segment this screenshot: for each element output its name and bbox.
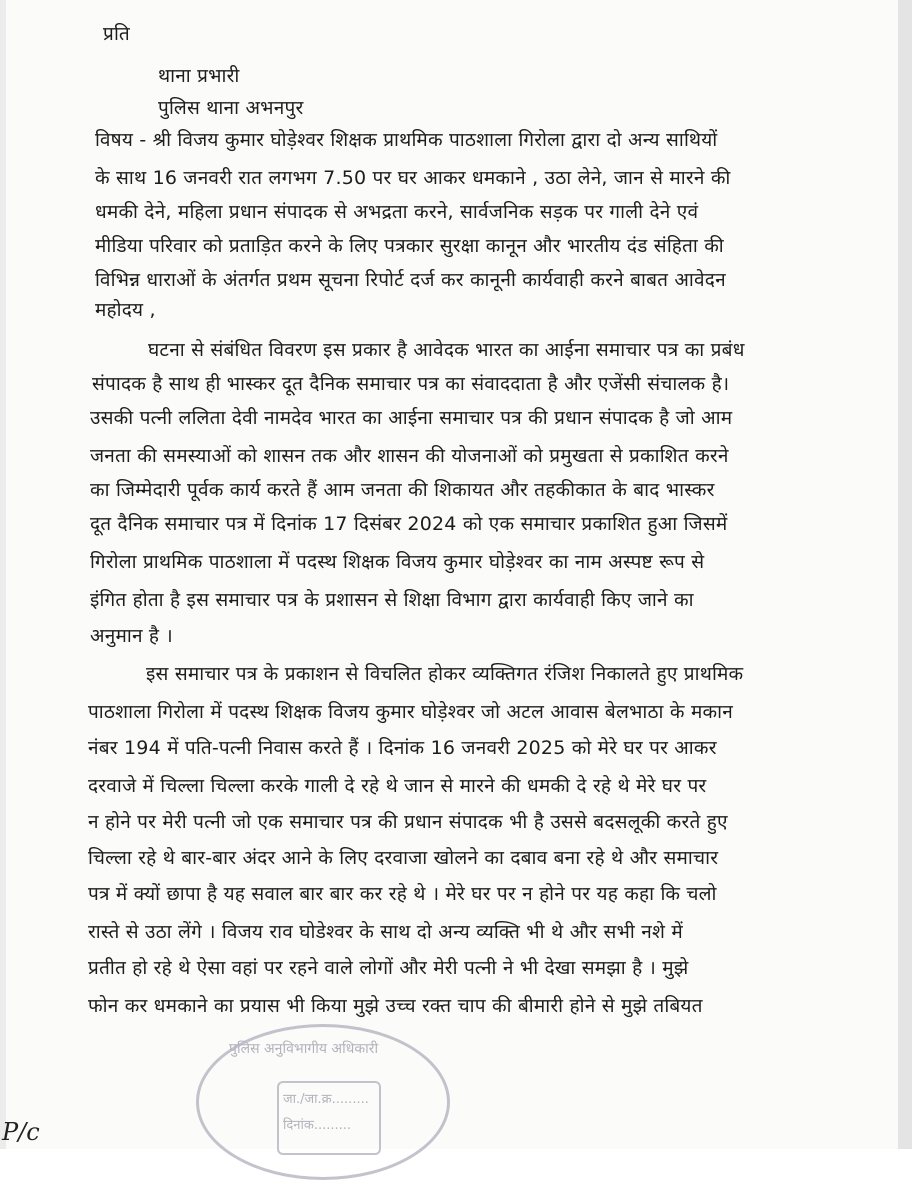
paragraph-1-line: अनुमान है ।: [90, 625, 173, 647]
paragraph-2-line: पाठशाला गिरोला में पदस्थ शिक्षक विजय कुमार घोड़ेश्वर जो अटल आवास बेलभाठा के मकान: [88, 701, 733, 723]
margin-note-pc: P/c: [2, 1118, 40, 1146]
paragraph-1-line: जनता की समस्याओं को शासन तक और शासन की योजनाओं को प्रमुखता से प्रकाशित करने: [90, 445, 729, 467]
paragraph-2-line: दरवाजे में चिल्ला चिल्ला करके गाली दे रहे थे जान से मारने की धमकी दे रहे थे मेरे घर पर: [88, 775, 707, 797]
paragraph-1-line: दूत दैनिक समाचार पत्र में दिनांक 17 दिसंबर 2024 को एक समाचार प्रकाशित हुआ जिसमें: [90, 513, 728, 535]
stamp-date-line: दिनांक.........: [283, 1118, 352, 1133]
subject-line: विभिन्न धाराओं के अंतर्गत प्रथम सूचना रिपोर्ट दर्ज कर कानूनी कार्यवाही करने बाबत आवेदन: [95, 269, 726, 291]
paragraph-1-line: घटना से संबंधित विवरण इस प्रकार है आवेदक भारत का आईना समाचार पत्र का प्रबंध: [148, 339, 745, 361]
stamp-ref-line: जा./जा.क्र.........: [283, 1092, 369, 1107]
subject-line: के साथ 16 जनवरी रात लगभग 7.50 पर घर आकर धमकाने , उठा लेने, जान से मारने की: [95, 167, 731, 189]
scan-edge-left: [0, 0, 6, 1149]
subject-line: विषय - श्री विजय कुमार घोड़ेश्वर शिक्षक प्राथमिक पाठशाला गिरोला द्वारा दो अन्य साथियों: [95, 129, 718, 151]
subject-line: मीडिया परिवार को प्रताड़ित करने के लिए पत्रकार सुरक्षा कानून और भारतीय दंड संहिता की: [95, 235, 724, 257]
recipient-line-1: थाना प्रभारी: [158, 65, 240, 87]
paragraph-2-line: रास्ते से उठा लेंगे । विजय राव घोडेश्वर के साथ दो अन्य व्यक्ति भी थे और सभी नशे में: [88, 921, 683, 943]
paragraph-1-line: संपादक है साथ ही भास्कर दूत दैनिक समाचार पत्र का संवाददाता है और एजेंसी संचालक है।: [92, 373, 730, 395]
paragraph-2-line: चिल्ला रहे थे बार-बार अंदर आने के लिए दरवाजा खोलने का दबाव बना रहे थे और समाचार: [88, 847, 719, 869]
paragraph-1-line: गिरोला प्राथमिक पाठशाला में पदस्थ शिक्षक विजय कुमार घोड़ेश्वर का नाम अस्पष्ट रूप से: [90, 551, 705, 573]
paragraph-2-line: फोन कर धमकाने का प्रयास भी किया मुझे उच्च रक्त चाप की बीमारी होने से मुझे तबियत: [88, 995, 703, 1017]
paragraph-2-line: इस समाचार पत्र के प्रकाशन से विचलित होकर व्यक्तिगत रंजिश निकालते हुए प्राथमिक: [146, 663, 744, 685]
paragraph-2-line: प्रतीत हो रहे थे ऐसा वहां पर रहने वाले लोगों और मेरी पत्नी ने भी देखा समझा है । मुझे: [88, 957, 689, 979]
scan-edge-right: [898, 0, 912, 1149]
greeting: महोदय ,: [95, 299, 156, 321]
paragraph-1-line: इंगित होता है इस समाचार पत्र के प्रशासन से शिक्षा विभाग द्वारा कार्यवाही किए जाने का: [90, 589, 694, 611]
stamp-arc-text: पुलिस अनुविभागीय अधिकारी: [229, 1041, 379, 1057]
paragraph-1-line: का जिम्मेदारी पूर्वक कार्य करते हैं आम जनता की शिकायत और तहकीकात के बाद भास्कर: [90, 479, 715, 501]
paragraph-2-line: नंबर 194 में पति-पत्नी निवास करते हैं । दिनांक 16 जनवरी 2025 को मेरे घर पर आकर: [88, 737, 717, 759]
recipient-line-2: पुलिस थाना अभनपुर: [158, 97, 304, 119]
office-stamp: [196, 1024, 450, 1180]
paragraph-2-line: पत्र में क्यों छापा है यह सवाल बार बार कर रहे थे । मेरे घर पर न होने पर यह कहा कि चलो: [88, 883, 717, 905]
paragraph-1-line: उसकी पत्नी ललिता देवी नामदेव भारत का आईना समाचार पत्र की प्रधान संपादक है जो आम: [90, 407, 733, 429]
paragraph-2-line: न होने पर मेरी पत्नी जो एक समाचार पत्र की प्रधान संपादक भी है उससे बदसलूकी करते हुए: [88, 811, 728, 833]
salutation-to: प्रति: [103, 23, 130, 45]
subject-line: धमकी देने, महिला प्रधान संपादक से अभद्रता करने, सार्वजनिक सड़क पर गाली देने एवं: [95, 201, 699, 223]
